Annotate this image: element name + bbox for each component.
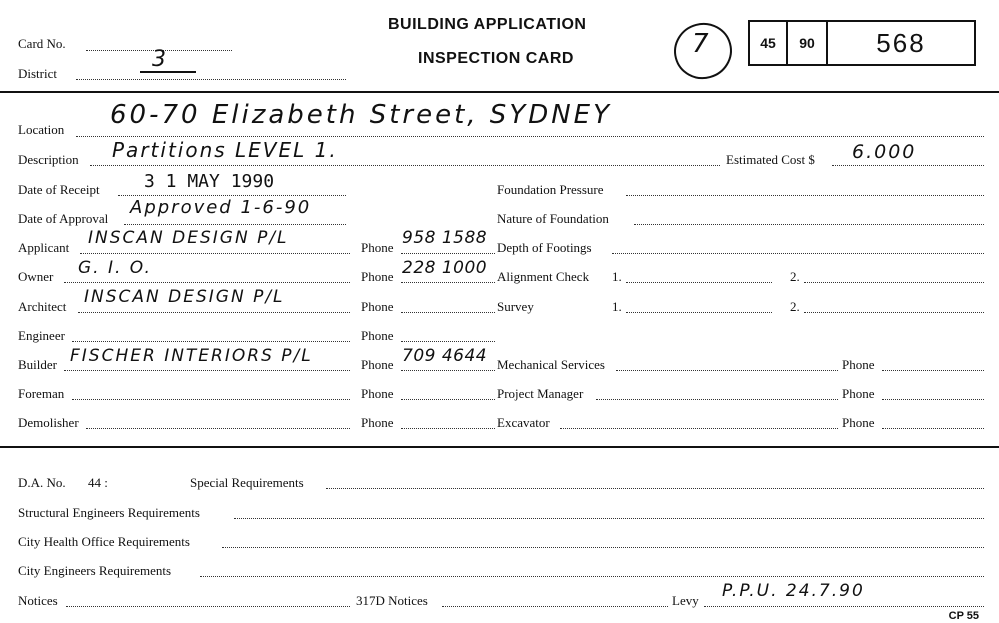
project-manager-phone-line	[882, 399, 984, 400]
structural-requirements-line	[234, 518, 984, 519]
reference-box-3: 568	[876, 27, 926, 58]
mechanical-services-line	[616, 370, 838, 371]
demolisher-phone-label: Phone	[361, 415, 394, 430]
notices-line	[66, 606, 350, 607]
estimated-cost-value: 6.000	[852, 141, 917, 163]
depth-footings-line	[612, 253, 984, 254]
owner-line	[64, 282, 350, 283]
special-requirements-line	[326, 488, 984, 489]
engineer-label: Engineer	[18, 328, 65, 343]
structural-requirements-label: Structural Engineers Requirements	[18, 505, 200, 520]
owner-phone-line	[401, 282, 495, 283]
owner-value: G. I. O.	[78, 258, 152, 278]
date-approval-value: Approved 1-6-90	[130, 197, 312, 218]
health-requirements-line	[222, 547, 984, 548]
alignment-check-2-line	[804, 282, 984, 283]
applicant-phone-value: 958 1588	[402, 228, 488, 248]
survey-label: Survey	[497, 299, 534, 314]
architect-phone-line	[401, 312, 495, 313]
nature-foundation-label: Nature of Foundation	[497, 211, 609, 226]
depth-footings-label: Depth of Footings	[497, 240, 592, 255]
date-approval-label: Date of Approval	[18, 211, 109, 226]
estimated-cost-line	[832, 165, 984, 166]
engineer-line	[72, 341, 350, 342]
survey-2-line	[804, 312, 984, 313]
da-no-value: 44 :	[88, 475, 108, 490]
foundation-pressure-label: Foundation Pressure	[497, 182, 604, 197]
notices-label: Notices	[18, 593, 58, 608]
estimated-cost-label: Estimated Cost $	[726, 152, 815, 167]
header-rule	[0, 91, 999, 93]
builder-line	[64, 370, 350, 371]
section-rule	[0, 446, 999, 448]
levy-label: Levy	[672, 593, 699, 608]
form-code: CP 55	[948, 610, 979, 622]
survey-1-label: 1.	[612, 299, 622, 314]
special-requirements-label: Special Requirements	[190, 475, 304, 490]
alignment-check-label: Alignment Check	[497, 269, 590, 284]
description-line	[90, 165, 720, 166]
architect-phone-label: Phone	[361, 299, 394, 314]
architect-value: INSCAN DESIGN P/L	[84, 287, 285, 307]
applicant-value: INSCAN DESIGN P/L	[88, 228, 289, 248]
survey-1-line	[626, 312, 772, 313]
excavator-phone-line	[882, 428, 984, 429]
mechanical-phone-label: Phone	[842, 357, 875, 372]
excavator-phone-label: Phone	[842, 415, 875, 430]
owner-phone-value: 228 1000	[402, 258, 488, 278]
owner-label: Owner	[18, 269, 54, 284]
mechanical-services-label: Mechanical Services	[497, 357, 605, 372]
da-no-label: D.A. No.	[18, 475, 66, 490]
builder-phone-value: 709 4644	[402, 346, 488, 366]
builder-phone-label: Phone	[361, 357, 394, 372]
nature-foundation-line	[634, 224, 984, 225]
date-receipt-label: Date of Receipt	[18, 182, 100, 197]
card-title-line2: INSPECTION CARD	[418, 50, 574, 67]
reference-box-2: 90	[788, 22, 828, 64]
reference-box-1: 45	[750, 22, 788, 64]
location-value: 60-70 Elizabeth Street, SYDNEY	[110, 100, 612, 130]
notices-317d-label: 317D Notices	[356, 593, 428, 608]
engineer-phone-label: Phone	[361, 328, 394, 343]
district-label: District	[18, 66, 57, 81]
applicant-label: Applicant	[18, 240, 70, 255]
alignment-check-2-label: 2.	[790, 269, 800, 284]
location-line	[76, 136, 984, 137]
project-manager-line	[596, 399, 838, 400]
applicant-line	[80, 253, 350, 254]
card-no-label: Card No.	[18, 36, 66, 51]
levy-value: P.P.U. 24.7.90	[722, 581, 865, 601]
levy-line	[704, 606, 984, 607]
foreman-phone-line	[401, 399, 495, 400]
builder-phone-line	[401, 370, 495, 371]
builder-label: Builder	[18, 357, 57, 372]
reference-boxes	[748, 20, 976, 66]
foreman-line	[72, 399, 350, 400]
project-manager-phone-label: Phone	[842, 386, 875, 401]
architect-line	[78, 312, 350, 313]
foreman-label: Foreman	[18, 386, 65, 401]
circled-mark-value: 7	[692, 29, 711, 59]
card-title-line1: BUILDING APPLICATION	[388, 16, 587, 33]
foundation-pressure-line	[626, 195, 984, 196]
location-label: Location	[18, 122, 65, 137]
demolisher-label: Demolisher	[18, 415, 79, 430]
date-receipt-value: 3 1 MAY 1990	[144, 171, 275, 192]
date-receipt-line	[118, 195, 346, 196]
demolisher-phone-line	[401, 428, 495, 429]
notices-317d-line	[442, 606, 668, 607]
description-value: Partitions LEVEL 1.	[112, 138, 338, 162]
description-label: Description	[18, 152, 79, 167]
engineers-requirements-line	[200, 576, 984, 577]
engineer-phone-line	[401, 341, 495, 342]
date-approval-line	[124, 224, 346, 225]
excavator-label: Excavator	[497, 415, 550, 430]
applicant-phone-label: Phone	[361, 240, 394, 255]
district-underline	[140, 71, 196, 73]
mechanical-phone-line	[882, 370, 984, 371]
health-requirements-label: City Health Office Requirements	[18, 534, 190, 549]
foreman-phone-label: Phone	[361, 386, 394, 401]
survey-2-label: 2.	[790, 299, 800, 314]
applicant-phone-line	[401, 253, 495, 254]
district-value: 3	[152, 47, 168, 72]
architect-label: Architect	[18, 299, 67, 314]
excavator-line	[560, 428, 838, 429]
owner-phone-label: Phone	[361, 269, 394, 284]
demolisher-line	[86, 428, 350, 429]
district-line	[76, 79, 346, 80]
alignment-check-1-line	[626, 282, 772, 283]
project-manager-label: Project Manager	[497, 386, 584, 401]
alignment-check-1-label: 1.	[612, 269, 622, 284]
builder-value: FISCHER INTERIORS P/L	[70, 346, 313, 366]
engineers-requirements-label: City Engineers Requirements	[18, 563, 172, 578]
